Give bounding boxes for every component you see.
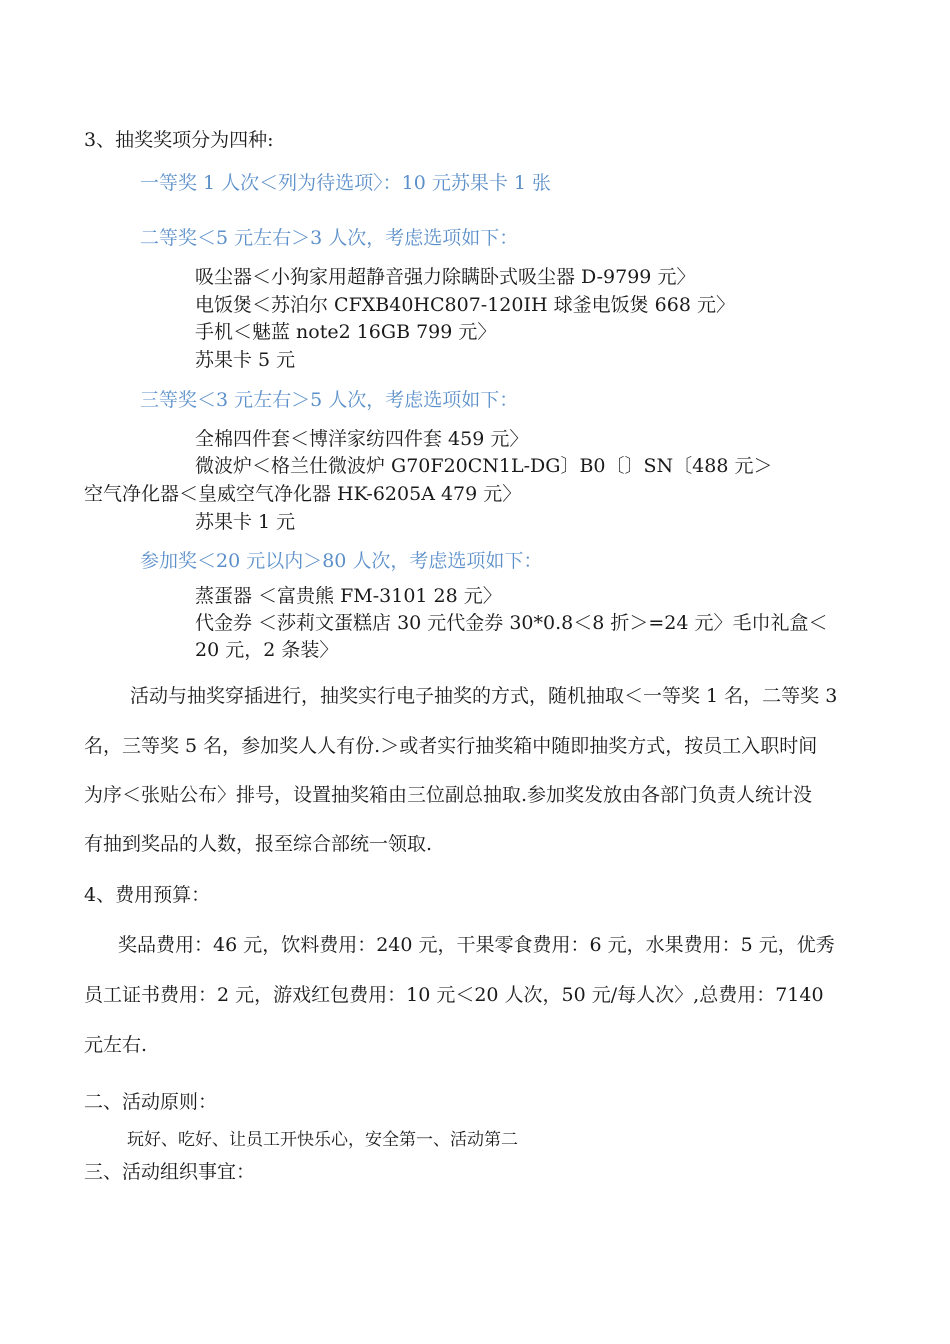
- third-prize-item: 空气净化器＜皇威空气净化器 HK-6205A 479 元〉: [84, 483, 522, 505]
- principle-section-title: 二、活动原则：: [84, 1091, 218, 1113]
- second-prize-heading: 二等奖＜5 元左右＞3 人次，考虑选项如下：: [140, 227, 519, 249]
- second-prize-item: 电饭煲＜苏泊尔 CFXB40HC807-120IH 球釜电饭煲 668 元〉: [195, 294, 735, 316]
- budget-paragraph-line: 元左右.: [84, 1034, 148, 1056]
- lottery-paragraph-line: 名，三等奖 5 名，参加奖人人有份.＞或者实行抽奖箱中随即抽奖方式，按员工入职时间: [84, 735, 818, 757]
- third-prize-item: 微波炉＜格兰仕微波炉 G70F20CN1L-DG〕B0〔〕SN〔488 元＞: [195, 455, 773, 477]
- first-prize-line: 一等奖 1 人次＜列为待选项〉：10 元苏果卡 1 张: [140, 172, 552, 194]
- third-prize-heading: 三等奖＜3 元左右＞5 人次，考虑选项如下：: [140, 389, 519, 411]
- participation-prize-item: 蒸蛋器 ＜富贵熊 FM-3101 28 元〉: [195, 585, 502, 607]
- second-prize-item: 吸尘器＜小狗家用超静音强力除瞒卧式吸尘器 D-9799 元〉: [195, 266, 696, 288]
- participation-prize-heading: 参加奖＜20 元以内＞80 人次，考虑选项如下：: [140, 550, 543, 572]
- second-prize-item: 苏果卡 5 元: [195, 349, 296, 371]
- budget-section-title: 4、费用预算：: [84, 884, 211, 906]
- organize-section-title: 三、活动组织事宜：: [84, 1161, 256, 1183]
- prize-section-title: 3、抽奖奖项分为四种:: [84, 129, 274, 151]
- lottery-paragraph-line: 为序＜张贴公布〉排号，设置抽奖箱由三位副总抽取.参加奖发放由各部门负责人统计没: [84, 784, 813, 806]
- principle-text: 玩好、吃好、让员工开快乐心，安全第一、活动第二: [127, 1130, 518, 1150]
- lottery-paragraph-line: 活动与抽奖穿插进行，抽奖实行电子抽奖的方式，随机抽取＜一等奖 1 名，二等奖 3: [130, 685, 838, 707]
- participation-prize-item: 代金券 ＜莎莉文蛋糕店 30 元代金券 30*0.8＜8 折＞=24 元〉毛巾礼盒＜: [195, 612, 828, 634]
- budget-paragraph-line: 员工证书费用：2 元，游戏红包费用：10 元＜20 人次，50 元/每人次〉,总费用：7140: [84, 984, 824, 1006]
- lottery-paragraph-line: 有抽到奖品的人数，报至综合部统一领取.: [84, 833, 433, 855]
- second-prize-item: 手机＜魅蓝 note2 16GB 799 元〉: [195, 321, 497, 343]
- budget-paragraph-line: 奖品费用：46 元，饮料费用：240 元，干果零食费用：6 元，水果费用：5 元，优秀: [118, 934, 835, 956]
- participation-prize-item: 20 元，2 条装〉: [195, 639, 339, 661]
- third-prize-item: 全棉四件套＜博洋家纺四件套 459 元〉: [195, 428, 529, 450]
- third-prize-item: 苏果卡 1 元: [195, 511, 296, 533]
